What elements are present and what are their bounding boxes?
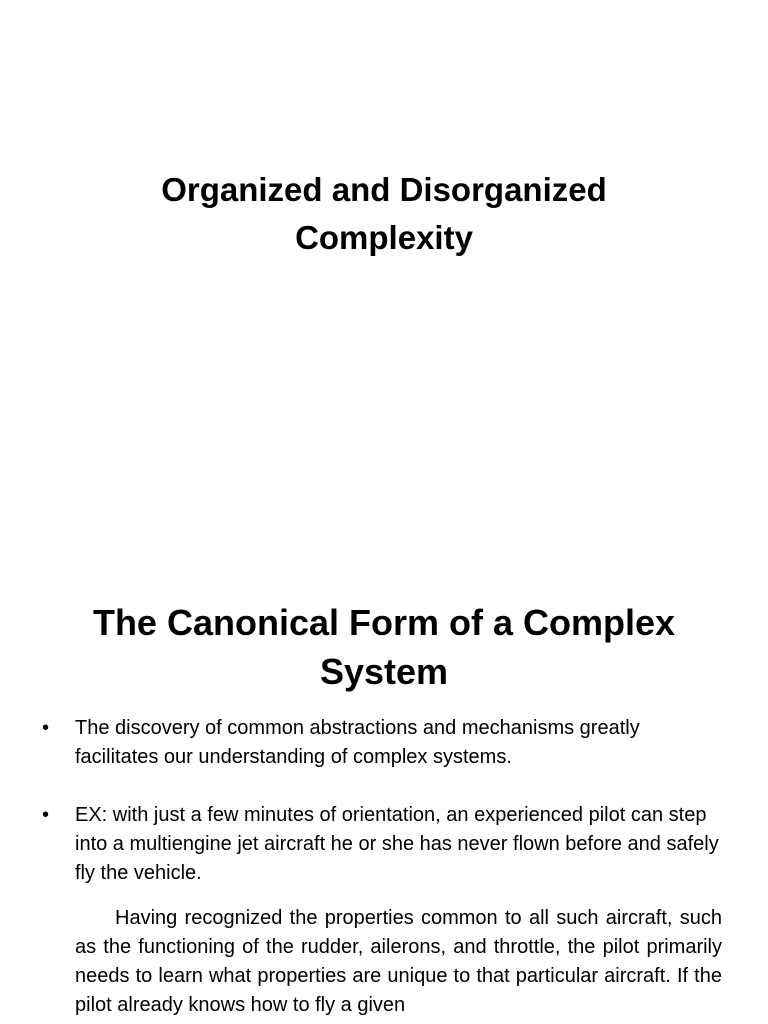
slide-title-line-2: System (319, 651, 449, 692)
slide-title-line-2: Complexity (295, 219, 473, 256)
bullet-text: The discovery of common abstractions and mechanisms greatly facilitates our understanding of complex systems. (75, 717, 640, 768)
slide-canonical-form (0, 548, 768, 1024)
slide-title (60, 166, 708, 262)
slide-title-line-1: The Canonical Form of a Complex (92, 602, 676, 643)
bullet-icon: • (42, 717, 50, 739)
bullet-item (0, 801, 768, 888)
slide-title-line-1: Organized and Disorganized (161, 171, 607, 208)
bullet-item (0, 714, 768, 772)
bullet-icon: • (42, 804, 50, 826)
bullet-list (0, 714, 768, 888)
bullet-text: EX: with just a few minutes of orientation, an experienced pilot can step into a multiengine jet aircraft he or she has never flown before and safely fly the vehicle. (75, 804, 719, 884)
body-paragraph: Having recognized the properties common to all such aircraft, such as the functioning of the rudder, ailerons, and throttle, the pilot primarily needs to learn what properties are unique to that particular aircraft. If the pilot already knows how to fly a given (75, 907, 722, 1016)
slide-title (40, 598, 728, 696)
